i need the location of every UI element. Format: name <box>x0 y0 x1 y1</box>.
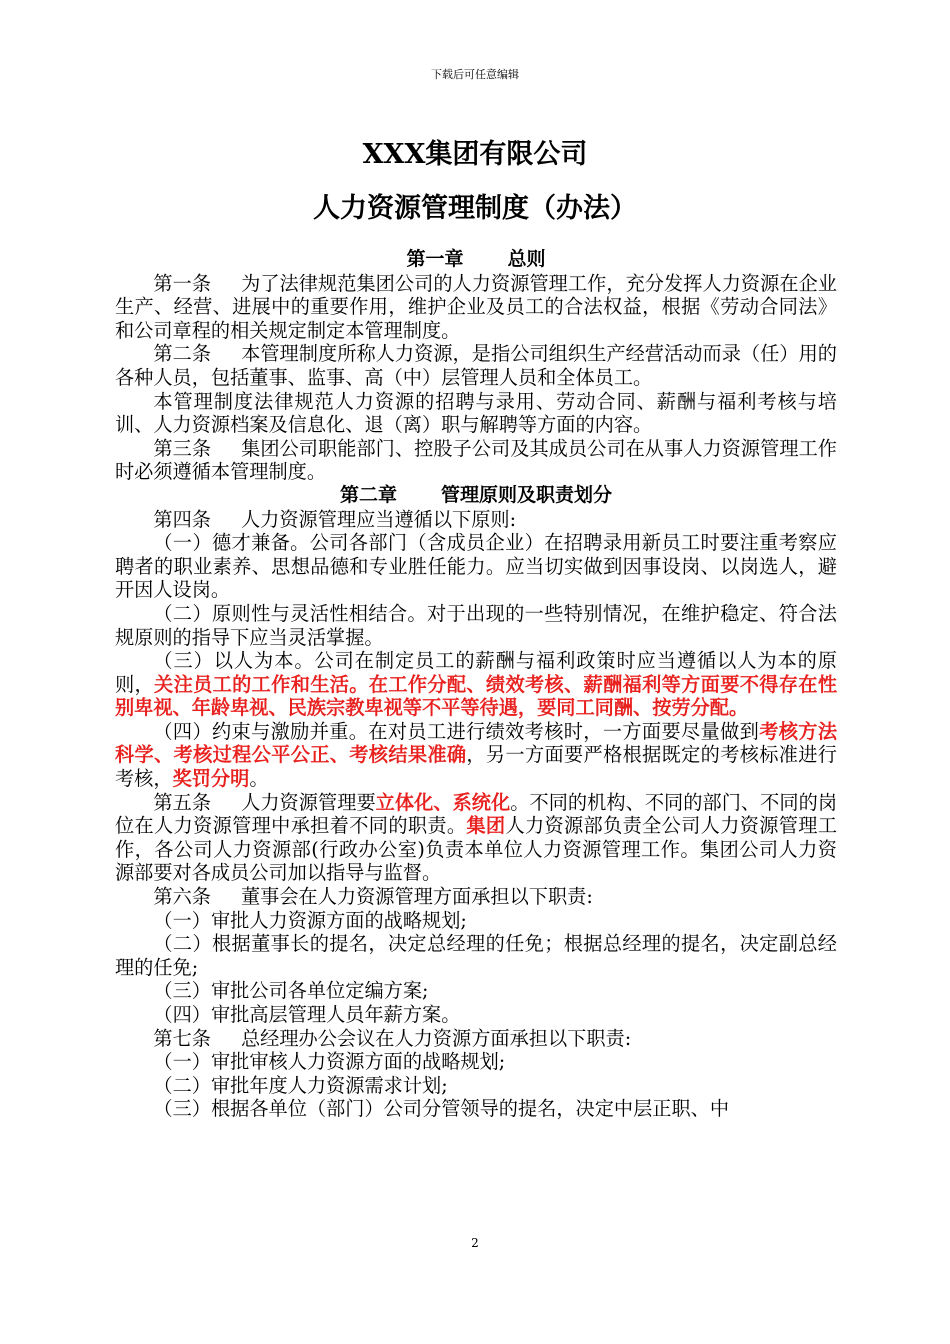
article-label: 第七条 <box>153 1026 211 1050</box>
article-text: 为了法律规范集团公司的人力资源管理工作，充分发挥人力资源在企业生产、经营、进展中的重要作用，维护企业及员工的合法权益，根据《劳动合同法》和公司章程的相关规定制定本管理制度。 <box>115 271 837 342</box>
highlighted-text: 关注员工的工作和生活。在工作分配、绩效考核、薪酬福利等方面要不得存在性别卑视、年龄卑视、民族宗教卑视等不平等待遇，要同工同酬、按劳分配。 <box>115 672 838 720</box>
document-body <box>115 248 837 1121</box>
item-text: 。 <box>249 767 269 791</box>
company-title: XXX集团有限公司 <box>362 139 588 170</box>
chapter-name: 管理原则及职责划分 <box>441 483 613 506</box>
article-6-item: （一）审批人力资源方面的战略规划; <box>153 908 467 932</box>
article-label: 第五条 <box>153 790 212 814</box>
article-text: 集团公司职能部门、控股子公司及其成员公司在从事人力资源管理工作时必须遵循本管理制度。 <box>115 436 837 484</box>
article-text: 。不同的机构、不同的部门、不同的岗位在人力资源管理中承担着不同的职责。 <box>115 790 838 838</box>
article-7-item: （三）根据各单位（部门）公司分管领导的提名，决定中层正职、中 <box>153 1097 730 1121</box>
chapter-number: 第二章 <box>339 483 397 506</box>
article-label: 第二条 <box>153 342 212 366</box>
article-text: 本管理制度所称人力资源，是指公司组织生产经营活动而录（任）用的各种人员，包括董事、监事、高（中）层管理人员和全体员工。 <box>115 342 837 389</box>
highlighted-text: 集团 <box>466 814 506 838</box>
article-text: 人力资源管理要 <box>241 790 376 814</box>
chapter-heading-2 <box>115 484 837 508</box>
article-text: 董事会在人力资源管理方面承担以下职责: <box>240 885 593 909</box>
article-text: 人力资源部负责全公司人力资源管理工作，各公司人力资源部(行政办公室)负责本单位人力资源管理工作。集团公司人力资源部要对各成员公司加以指导与监督。 <box>115 814 838 885</box>
item-text: （四）约束与激励并重。在对员工进行绩效考核时，一方面要尽量做到 <box>153 719 760 743</box>
page-number: 2 <box>471 1236 479 1250</box>
article-6-item: （三）审批公司各单位定编方案; <box>153 979 429 1003</box>
article-4-item-3 <box>115 649 837 720</box>
page-header: 下载后可任意编辑 <box>431 68 519 81</box>
article-4-item-4 <box>115 720 837 791</box>
article-6-item: （二）根据董事长的提名，决定总经理的任免；根据总经理的提名，决定副总经理的任免; <box>115 932 837 979</box>
article-text: 总经理办公会议在人力资源方面承担以下职责: <box>240 1026 632 1050</box>
highlighted-text: 考核方法科学、考核过程公平公正、考核结果准确 <box>115 719 838 767</box>
chapter-number: 第一章 <box>406 248 464 270</box>
article-label: 第六条 <box>153 885 211 909</box>
article-text: 人力资源管理应当遵循以下原则: <box>240 507 517 531</box>
article-4 <box>115 508 837 532</box>
article-label: 第四条 <box>153 507 211 531</box>
article-label: 第三条 <box>153 436 212 460</box>
item-text: ，另一方面要严格根据既定的考核标准进行考核， <box>115 743 837 791</box>
highlighted-text: 奖罚分明 <box>172 767 250 791</box>
article-6 <box>115 885 837 909</box>
chapter-heading-1 <box>115 248 837 272</box>
article-3 <box>115 437 837 484</box>
article-2 <box>115 342 837 389</box>
article-4-item-1: （一）德才兼备。公司各部门（含成员企业）在招聘录用新员工时要注重考察应聘者的职业素养、思想品德和专业胜任能力。应当切实做到因事设岗、以岗选人，避开因人设岗。 <box>115 531 837 602</box>
article-6-item: （四）审批高层管理人员年薪方案。 <box>153 1003 461 1026</box>
article-4-item-2: （二）原则性与灵活性相结合。对于出现的一些特别情况，在维护稳定、符合法规原则的指导下应当灵活掌握。 <box>115 601 837 649</box>
chapter-name: 总则 <box>507 248 546 270</box>
article-label: 第一条 <box>153 271 212 295</box>
article-2-paragraph: 本管理制度法律规范人力资源的招聘与录用、劳动合同、薪酬与福利考核与培训、人力资源档案及信息化、退（离）职与解聘等方面的内容。 <box>115 389 837 437</box>
article-7-item: （一）审批审核人力资源方面的战略规划; <box>153 1050 506 1074</box>
article-7-item: （二）审批年度人力资源需求计划; <box>153 1073 448 1097</box>
article-1 <box>115 272 837 343</box>
article-5 <box>115 791 837 885</box>
item-text: （三）以人为本。公司在制定员工的薪酬与福利政策时应当遵循以人为本的原则， <box>115 649 837 696</box>
document-title: 人力资源管理制度（办法） <box>313 193 637 224</box>
highlighted-text: 立体化、系统化 <box>375 790 511 814</box>
article-7 <box>115 1027 837 1051</box>
